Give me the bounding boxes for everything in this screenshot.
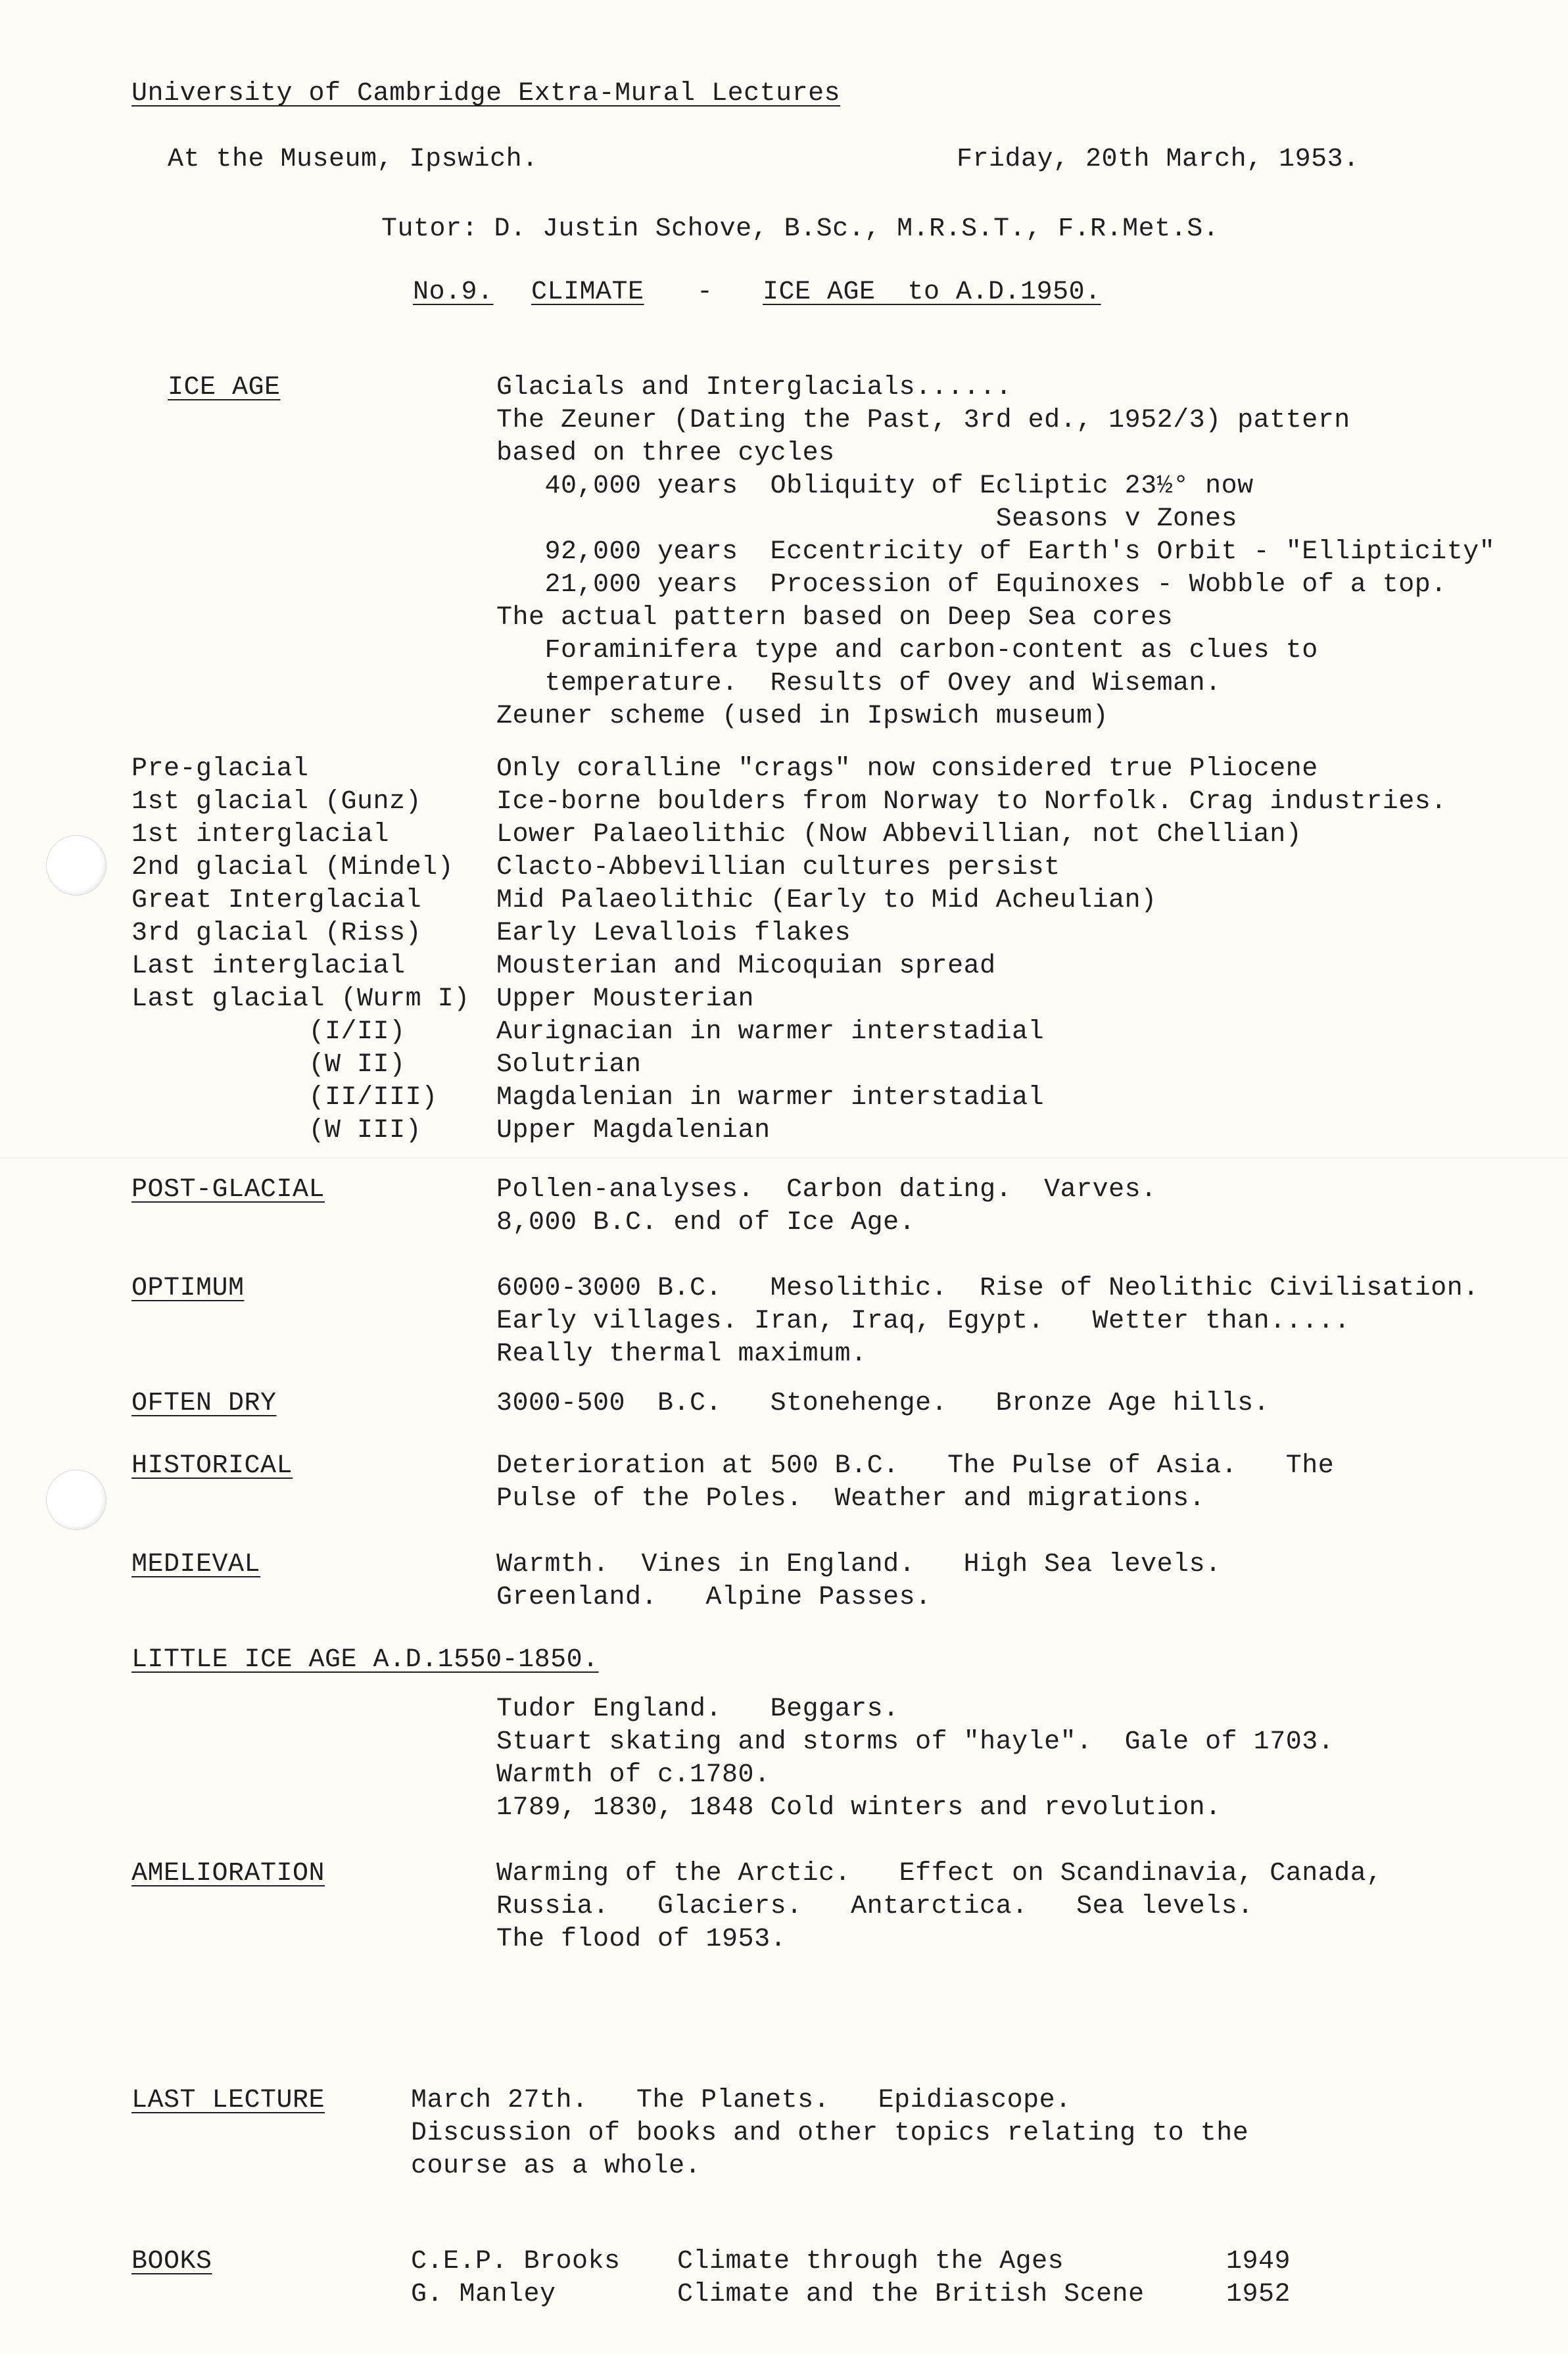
period-description: Upper Mousterian [496, 984, 755, 1014]
section-heading-last-lecture: LAST LECTURE [131, 2086, 325, 2115]
lecture-number: No.9. [413, 277, 494, 307]
book-year: 1949 [1226, 2247, 1291, 2276]
tutor-line: Tutor: D. Justin Schove, B.Sc., M.R.S.T., F.R.Met.S. [381, 214, 1220, 244]
punch-hole [46, 835, 107, 896]
section-heading-books: BOOKS [131, 2247, 212, 2276]
section-heading-often-dry: OFTEN DRY [131, 1389, 277, 1418]
note-line: The actual pattern based on Deep Sea cores [496, 603, 1174, 633]
period-label: Pre-glacial [131, 754, 309, 784]
period-description: Aurignacian in warmer interstadial [496, 1017, 1045, 1047]
period-label: 2nd glacial (Mindel) [131, 853, 454, 882]
book-author: C.E.P. Brooks [411, 2247, 621, 2276]
period-label: (I/II) [131, 1017, 406, 1047]
note-line: 92,000 years Eccentricity of Earth's Orbit - "Ellipticity" [496, 537, 1496, 567]
punch-hole [46, 1470, 107, 1530]
period-description: Clacto-Abbevillian cultures persist [496, 853, 1060, 882]
section-heading-post-glacial: POST-GLACIAL [131, 1175, 325, 1205]
period-label: (II/III) [131, 1083, 438, 1113]
book-title: Climate and the British Scene [677, 2280, 1145, 2309]
period-description: Mousterian and Micoquian spread [496, 951, 996, 981]
period-description: Solutrian [496, 1050, 642, 1080]
period-description: Ice-borne boulders from Norway to Norfolk. Crag industries. [496, 787, 1447, 817]
period-description: Mid Palaeolithic (Early to Mid Acheulian) [496, 886, 1157, 915]
note-line: Glacials and Interglacials...... [496, 373, 1012, 402]
period-description: Early Levallois flakes [496, 919, 851, 948]
section-line: March 27th. The Planets. Epidiascope. [411, 2086, 1072, 2115]
institution-heading: University of Cambridge Extra-Mural Lectures [131, 79, 841, 108]
section-line: Russia. Glaciers. Antarctica. Sea levels. [496, 1892, 1254, 1921]
period-description: Lower Palaeolithic (Now Abbevillian, not Chellian) [496, 820, 1302, 850]
lecture-title-range: ICE AGE to A.D.1950. [763, 277, 1101, 307]
section-heading-little-ice-age: LITTLE ICE AGE A.D.1550-1850. [131, 1645, 599, 1675]
period-label: Great Interglacial [131, 886, 422, 915]
book-author: G. Manley [411, 2280, 556, 2309]
section-line: The flood of 1953. [496, 1925, 787, 1954]
section-heading-medieval: MEDIEVAL [131, 1550, 261, 1579]
section-heading-optimum: OPTIMUM [131, 1274, 245, 1303]
period-description: Only coralline "crags" now considered true Pliocene [496, 754, 1318, 784]
note-line: based on three cycles [496, 439, 835, 468]
title-dash: - [697, 277, 713, 307]
book-title: Climate through the Ages [677, 2247, 1064, 2276]
section-line: 3000-500 B.C. Stonehenge. Bronze Age hills. [496, 1389, 1270, 1418]
period-label: 3rd glacial (Riss) [131, 919, 422, 948]
section-line: Tudor England. Beggars. [496, 1694, 899, 1724]
period-label: Last interglacial [131, 951, 406, 981]
section-line: Deterioration at 500 B.C. The Pulse of Asia. The [496, 1451, 1335, 1481]
section-line: 6000-3000 B.C. Mesolithic. Rise of Neolithic Civilisation. [496, 1274, 1479, 1303]
venue: At the Museum, Ipswich. [168, 145, 538, 174]
period-label: (W II) [131, 1050, 406, 1080]
section-line: Pulse of the Poles. Weather and migrations. [496, 1484, 1206, 1514]
period-label: 1st interglacial [131, 820, 390, 850]
section-line: Discussion of books and other topics relating to the [411, 2119, 1249, 2148]
section-line: Pollen-analyses. Carbon dating. Varves. [496, 1175, 1157, 1205]
book-year: 1952 [1226, 2280, 1291, 2309]
note-line: Seasons v Zones [496, 504, 1238, 534]
fold-line [0, 1157, 1568, 1159]
note-line: Foraminifera type and carbon-content as clues to [496, 636, 1318, 665]
section-heading-amelioration: AMELIORATION [131, 1859, 325, 1888]
section-line: Really thermal maximum. [496, 1339, 867, 1369]
lecture-title-climate: CLIMATE [531, 277, 644, 307]
section-line: Warmth of c.1780. [496, 1760, 771, 1790]
section-heading-historical: HISTORICAL [131, 1451, 293, 1481]
section-line: Greenland. Alpine Passes. [496, 1583, 932, 1612]
note-line: Zeuner scheme (used in Ipswich museum) [496, 702, 1109, 731]
period-label: Last glacial (Wurm I) [131, 984, 470, 1014]
section-line: Warming of the Arctic. Effect on Scandinavia, Canada, [496, 1859, 1383, 1888]
note-line: The Zeuner (Dating the Past, 3rd ed., 1952/3) pattern [496, 406, 1350, 435]
note-line: 21,000 years Procession of Equinoxes - Wobble of a top. [496, 570, 1447, 600]
note-line: temperature. Results of Ovey and Wiseman. [496, 669, 1222, 698]
section-heading-ice-age: ICE AGE [168, 373, 281, 402]
section-line: Warmth. Vines in England. High Sea levels. [496, 1550, 1222, 1579]
section-line: Early villages. Iran, Iraq, Egypt. Wetter than..... [496, 1307, 1350, 1336]
period-label: (W III) [131, 1116, 422, 1145]
note-line: 40,000 years Obliquity of Ecliptic 23½° now [496, 471, 1254, 501]
period-description: Magdalenian in warmer interstadial [496, 1083, 1045, 1113]
section-line: course as a whole. [411, 2151, 701, 2181]
section-line: Stuart skating and storms of "hayle". Gale of 1703. [496, 1727, 1335, 1757]
period-label: 1st glacial (Gunz) [131, 787, 422, 817]
lecture-date: Friday, 20th March, 1953. [957, 145, 1360, 174]
section-line: 1789, 1830, 1848 Cold winters and revolution. [496, 1793, 1222, 1823]
section-line: 8,000 B.C. end of Ice Age. [496, 1208, 916, 1237]
period-description: Upper Magdalenian [496, 1116, 771, 1145]
